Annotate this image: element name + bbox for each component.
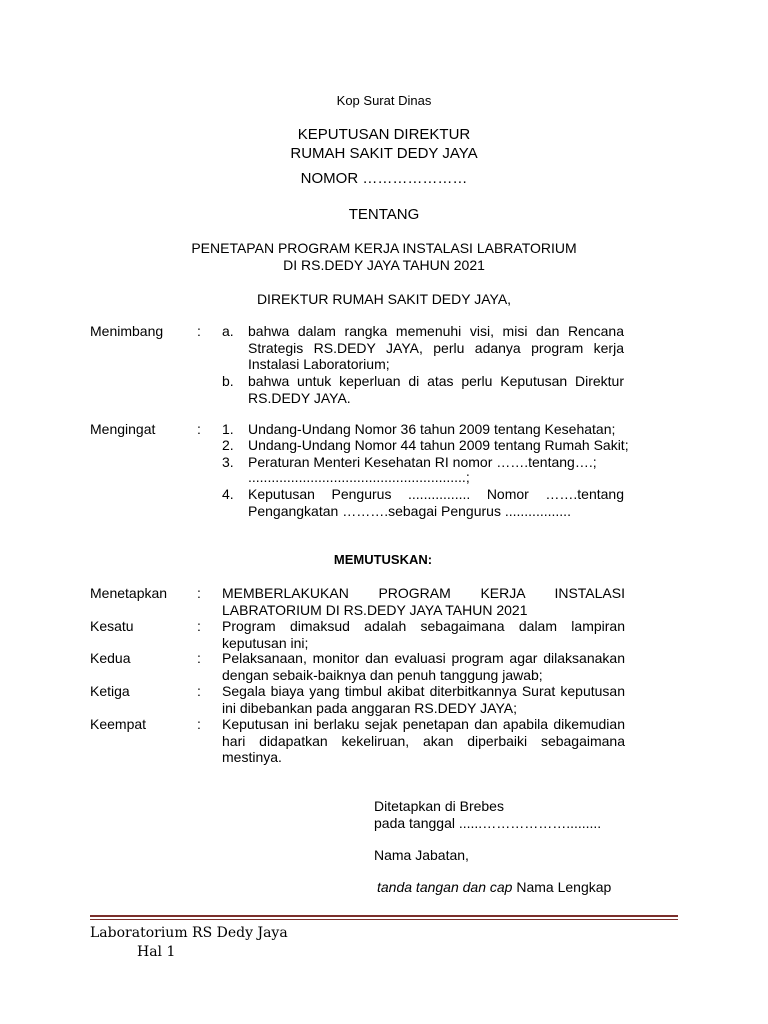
signature-name: Nama Lengkap [512, 879, 612, 895]
decision-colon: : [197, 650, 201, 666]
decision-colon: : [197, 683, 201, 699]
mengingat-colon: : [197, 421, 201, 437]
text-line: MEMBERLAKUKAN PROGRAM KERJA INSTALASI [222, 585, 625, 601]
mengingat-marker-3: 3. [222, 454, 234, 470]
mengingat-item-1: Undang-Undang Nomor 36 tahun 2009 tentang Kesehatan; [248, 421, 616, 437]
kedua-text [222, 650, 625, 683]
text-line: Instalasi Laboratorium; [248, 356, 390, 372]
menimbang-marker-b: b. [222, 373, 234, 389]
menimbang-item-a [248, 323, 624, 372]
mengingat-item-2: Undang-Undang Nomor 44 tahun 2009 tentang Rumah Sakit; [248, 437, 629, 453]
mengingat-item-4 [248, 486, 624, 519]
ketiga-label: Ketiga [90, 683, 130, 699]
menimbang-marker-a: a. [222, 323, 234, 339]
subject-line-1: PENETAPAN PROGRAM KERJA INSTALASI LABRATORIUM [191, 240, 577, 256]
title-line-1: KEPUTUSAN DIREKTUR [297, 126, 471, 143]
footer-rule-thick [90, 915, 678, 917]
subject-line-2: DI RS.DEDY JAYA TAHUN 2021 [283, 257, 485, 273]
memutuskan-heading: MEMUTUSKAN: [333, 552, 433, 567]
signature-position: Nama Jabatan, [374, 847, 469, 863]
text-line: Keputusan ini berlaku sejak penetapan dan apabila dikemudian [222, 716, 625, 732]
text-line: bahwa untuk keperluan di atas perlu Keputusan Direktur [248, 373, 624, 389]
text-line: keputusan ini; [222, 634, 309, 651]
text-line: RS.DEDY JAYA. [248, 389, 351, 406]
text-line: Strategis RS.DEDY JAYA, perlu adanya program kerja [248, 339, 624, 356]
menetapkan-label: Menetapkan [90, 585, 168, 601]
text-line: dengan sebaik-baiknya dan penuh tanggung jawab; [222, 666, 543, 683]
menetapkan-text [222, 585, 625, 618]
text-line: ini dibebankan pada anggaran RS.DEDY JAYA; [222, 699, 517, 716]
text-line: LABRATORIUM DI RS.DEDY JAYA TAHUN 2021 [222, 601, 528, 618]
footer-org: Laboratorium RS Dedy Jaya [90, 925, 288, 941]
menimbang-label: Menimbang [90, 323, 164, 339]
decision-colon: : [197, 716, 201, 732]
tentang-heading: TENTANG [348, 206, 420, 223]
text-line: Pelaksanaan, monitor dan evaluasi program agar dilaksanakan [222, 650, 625, 666]
footer-rule-thin [90, 919, 678, 920]
mengingat-marker-4: 4. [222, 486, 234, 502]
text-line: bahwa dalam rangka memenuhi visi, misi dan Rencana [248, 323, 624, 339]
kesatu-text [222, 618, 625, 651]
decision-colon: : [197, 585, 201, 601]
text-line: mestinya. [222, 749, 282, 765]
text-line: hari didapatkan kekeliruan, akan diperbaiki sebagaimana [222, 732, 625, 749]
text-line: Keputusan Pengurus ................ Nomor …….tentang [248, 486, 624, 502]
decision-colon: : [197, 618, 201, 634]
text-line: Segala biaya yang timbul akibat diterbitkannya Surat keputusan [222, 683, 625, 699]
mengingat-marker-1: 1. [222, 421, 234, 437]
signature-line [377, 879, 611, 895]
menimbang-item-b [248, 373, 624, 406]
footer-page: Hal 1 [137, 944, 176, 960]
mengingat-marker-2: 2. [222, 437, 234, 453]
director-heading: DIREKTUR RUMAH SAKIT DEDY JAYA, [256, 291, 512, 307]
text-line: Pengangkatan ……….sebagai Pengurus ................. [248, 502, 571, 519]
mengingat-label: Mengingat [90, 421, 156, 437]
mengingat-item-3: Peraturan Menteri Kesehatan RI nomor …….tentang….; [248, 454, 597, 470]
nomor: NOMOR ………………… [300, 170, 468, 187]
signature-date: pada tanggal ......………………......... [374, 815, 602, 831]
kop-surat: Kop Surat Dinas [336, 93, 432, 108]
kesatu-label: Kesatu [90, 618, 134, 634]
kedua-label: Kedua [90, 650, 131, 666]
ketiga-text [222, 683, 625, 716]
menimbang-colon: : [197, 323, 201, 339]
title-line-2: RUMAH SAKIT DEDY JAYA [290, 145, 478, 162]
keempat-label: Keempat [90, 716, 147, 732]
signature-italic: tanda tangan dan cap [377, 879, 513, 895]
keempat-text [222, 716, 625, 766]
text-line: Program dimaksud adalah sebagaimana dalam lampiran [222, 618, 625, 634]
mengingat-item-3-cont: ........................................................; [248, 469, 470, 485]
signature-place: Ditetapkan di Brebes [374, 798, 504, 814]
